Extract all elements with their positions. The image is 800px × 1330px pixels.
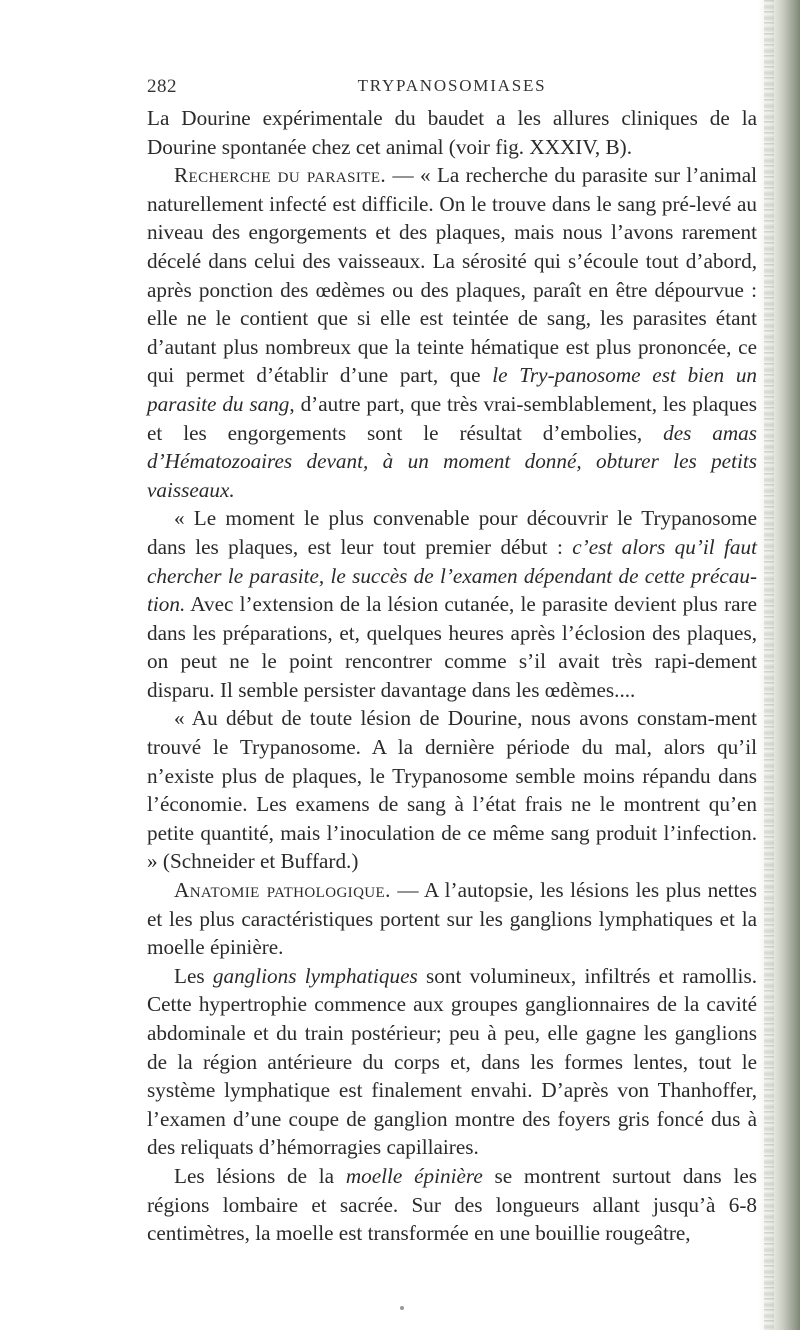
page-number: 282 xyxy=(147,76,177,97)
italic-span: des amas d’Hématozoaires devant, à un moment donné, obturer les petits vaisseaux. xyxy=(147,420,757,502)
italic-span: le Try-panosome est bien un parasite du sang xyxy=(147,363,758,416)
body-text xyxy=(147,104,757,1248)
italic-span: c’est alors qu’il faut chercher le parasite, le succès de l’examen dépendant de cette précau-tion. xyxy=(147,534,757,617)
text-span: Avec l’extension de la lésion cutanée, le parasite devient plus rare dans les préparations, et, quelques heures après l’éclosion des plaques, on peut ne le point rencontrer comme s’il avait très rapi-dement disparu. Il semble persister davantage dans les œdèmes.... xyxy=(147,592,757,702)
text-span: « Au début de toute lésion de Dourine, nous avons constam-ment trouvé le Trypanosome. A la dernière période du mal, alors qu’il n’existe plus de plaques, le Trypanosome semble moins répandu dans l’économie. Les examens de sang à l’état frais ne le montrent qu’en petite quantité, mais l’inoculation de ce même sang produit l’infection. » (Schneider et Buffard.) xyxy=(147,706,757,874)
text-span: , d’autre part, que très vrai-semblablement, les plaques et les engorgements sont le résultat d’embolies, xyxy=(147,391,757,445)
paragraph-3 xyxy=(147,504,757,704)
section-heading-anatomie: Anatomie pathologique. xyxy=(174,878,391,903)
text-span: sont volumineux, infiltrés et ramollis. Cette hypertrophie commence aux groupes ganglionnaires de la cavité abdominale et du train postérieur; peu à peu, elle gagne les ganglions de la région antérieure du corps et, dans les formes lentes, tout le système lymphatique est finalement envahi. D’après von Thanhoffer, l’examen d’une coupe de ganglion montre des foyers gris foncé dus à des reliquats d’hémorragies capillaires. xyxy=(147,963,757,1160)
paragraph-ganglions xyxy=(147,962,757,1162)
text-span: Les xyxy=(174,963,213,988)
text-span: — A l’autopsie, les lésions les plus nettes et les plus caractéristiques portent sur les ganglions lymphatiques et la moelle épinière. xyxy=(147,878,758,960)
text-span: — « La recherche du parasite sur l’animal naturellement infecté est difficile. On le trouve dans le sang pré-levé au niveau des engorgements et des plaques, mais nous l’avons rarement décelé dans celui des vaisseaux. La sérosité qui s’écoule tout d’abord, après ponction des œdèmes ou des plaques, paraît en être dépourvue : elle ne le contient que si elle est teintée de sang, les parasites étant d’autant plus nombreux que la teinte hématique est plus prononcée, ce qui permet d’établir d’une part, que xyxy=(147,163,757,388)
running-head: TRYPANOSOMIASES xyxy=(357,76,547,95)
text-span: La Dourine expérimentale du baudet a les allures cliniques de la Dourine spontanée chez cet animal (voir fig. XXXIV, B). xyxy=(147,106,757,159)
paragraph-moelle xyxy=(147,1162,757,1248)
page-speck xyxy=(400,1306,404,1310)
italic-span: moelle épinière xyxy=(345,1163,483,1188)
section-heading-recherche: Recherche du parasite. xyxy=(174,163,387,188)
text-span: « Le moment le plus convenable pour découvrir le Trypanosome dans les plaques, est leur tout premier début : xyxy=(147,506,757,559)
paragraph-1 xyxy=(147,104,757,161)
paragraph-anatomie-pathologique xyxy=(147,876,757,962)
page-header xyxy=(147,76,757,100)
italic-span: ganglions lymphatiques xyxy=(212,963,418,988)
page-edge-shadow xyxy=(758,0,800,1330)
paragraph-4 xyxy=(147,704,757,876)
text-span: se montrent surtout dans les régions lombaire et sacrée. Sur des longueurs allant jusqu’à 6-8 centimètres, la moelle est transformée en une bouillie rougeâtre, xyxy=(147,1163,757,1246)
paragraph-recherche-du-parasite xyxy=(147,161,757,504)
text-span: Les lésions de la xyxy=(174,1163,346,1188)
